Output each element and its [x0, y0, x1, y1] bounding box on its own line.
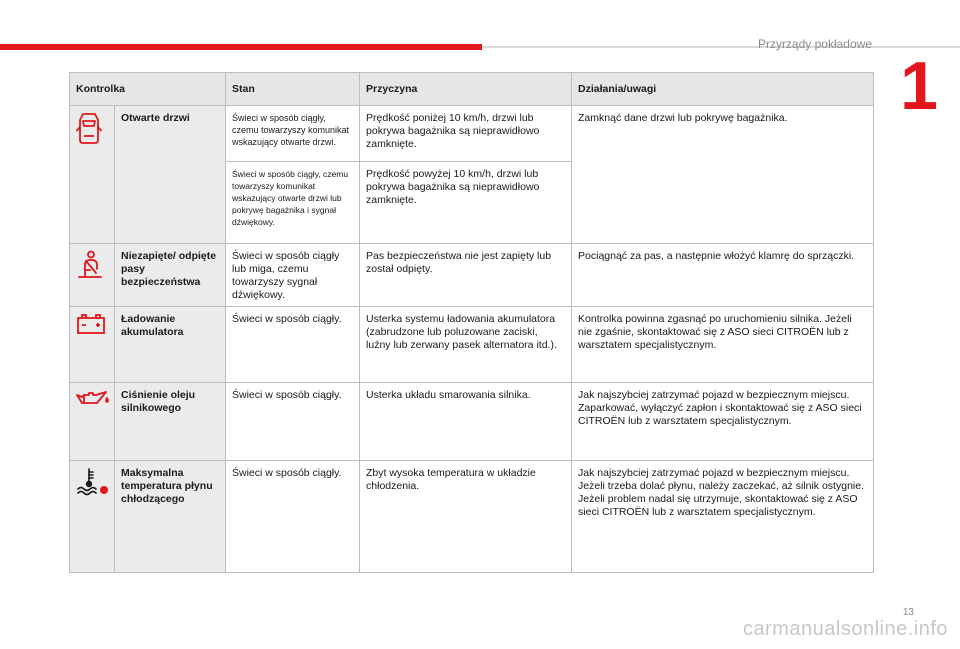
table-row — [70, 307, 874, 383]
action-line: Zaparkować, wyłączyć zapłon i skontaktować się z ASO sieci CITROËN lub z warsztatem specjalistycznym. — [578, 402, 862, 427]
icon-cell — [70, 307, 115, 383]
action-line: Jak najszybciej zatrzymać pojazd w bezpiecznym miejscu. — [578, 389, 850, 401]
header-red-bar — [0, 44, 482, 50]
state-text: Świeci w sposób ciągły lub miga, czemu towarzyszy sygnał dźwiękowy. — [226, 244, 360, 307]
action-text: Kontrolka powinna zgasnąć po uruchomieniu silnika. Jeżeli nie zgaśnie, skontaktować się z ASO sieci CITROËN lub z warsztatem specjalistycznym. — [572, 307, 874, 383]
header-przyczyna: Przyczyna — [360, 73, 572, 106]
cause-text: Zbyt wysoka temperatura w układzie chłodzenia. — [360, 461, 572, 573]
state-text: Świeci w sposób ciągły. — [226, 307, 360, 383]
seatbelt-icon — [76, 250, 104, 284]
page-number: 13 — [902, 607, 914, 618]
header-kontrolka: Kontrolka — [70, 73, 226, 106]
action-line: Jak najszybciej zatrzymać pojazd w bezpiecznym miejscu. — [578, 467, 850, 479]
open-door-icon — [76, 112, 102, 150]
table-row — [70, 383, 874, 461]
cause-text: Prędkość poniżej 10 km/h, drzwi lub pokrywa bagażnika są nieprawidłowo zamknięte. — [360, 106, 572, 162]
state-text: Świeci w sposób ciągły, czemu towarzyszy komunikat wskazujący otwarte drzwi. — [226, 106, 360, 162]
action-line: Jeżeli problem nadal się utrzymuje, skontaktować się z ASO sieci CITROËN lub z warsztatem specjalistycznym. — [578, 493, 858, 518]
icon-cell — [70, 461, 115, 573]
oil-can-icon — [76, 389, 110, 413]
state-text: Świeci w sposób ciągły, czemu towarzyszy komunikat wskazujący otwarte drzwi lub pokrywę bagażnika i sygnał dźwiękowy. — [226, 162, 360, 244]
action-line: Jeżeli trzeba dolać płynu, należy zaczekać, aż silnik ostygnie. — [578, 480, 864, 492]
header-grey-bar — [482, 46, 960, 48]
cause-text: Pas bezpieczeństwa nie jest zapięty lub został odpięty. — [360, 244, 572, 307]
chapter-number: 1 — [900, 48, 938, 124]
table-row — [70, 461, 874, 573]
coolant-temperature-icon — [76, 467, 110, 501]
header-stan: Stan — [226, 73, 360, 106]
warning-lights-table — [69, 72, 874, 573]
light-name: Maksymalna temperatura płynu chłodzącego — [115, 461, 226, 573]
state-text: Świeci w sposób ciągły. — [226, 383, 360, 461]
light-name: Ciśnienie oleju silnikowego — [115, 383, 226, 461]
state-text: Świeci w sposób ciągły. — [226, 461, 360, 573]
light-name: Otwarte drzwi — [115, 106, 226, 244]
section-title: Przyrządy pokładowe — [757, 37, 872, 51]
light-name: Ładowanie akumulatora — [115, 307, 226, 383]
cause-text: Prędkość powyżej 10 km/h, drzwi lub pokrywa bagażnika są nieprawidłowo zamknięte. — [360, 162, 572, 244]
action-text — [572, 461, 874, 573]
watermark: carmanualsonline.info — [742, 618, 948, 640]
table-row — [70, 244, 874, 307]
icon-cell — [70, 383, 115, 461]
action-text: Zamknąć dane drzwi lub pokrywę bagażnika. — [572, 106, 874, 244]
light-name: Niezapięte/ odpięte pasy bezpieczeństwa — [115, 244, 226, 307]
action-text — [572, 383, 874, 461]
battery-icon — [76, 313, 106, 339]
icon-cell — [70, 106, 115, 244]
table-row — [70, 106, 874, 162]
table-header-row — [70, 73, 874, 106]
action-text: Pociągnąć za pas, a następnie włożyć klamrę do sprzączki. — [572, 244, 874, 307]
header-dzialania: Działania/uwagi — [572, 73, 874, 106]
icon-cell — [70, 244, 115, 307]
cause-text: Usterka systemu ładowania akumulatora (zabrudzone lub poluzowane zaciski, luźny lub zerwany pasek alternatora itd.). — [360, 307, 572, 383]
cause-text: Usterka układu smarowania silnika. — [360, 383, 572, 461]
